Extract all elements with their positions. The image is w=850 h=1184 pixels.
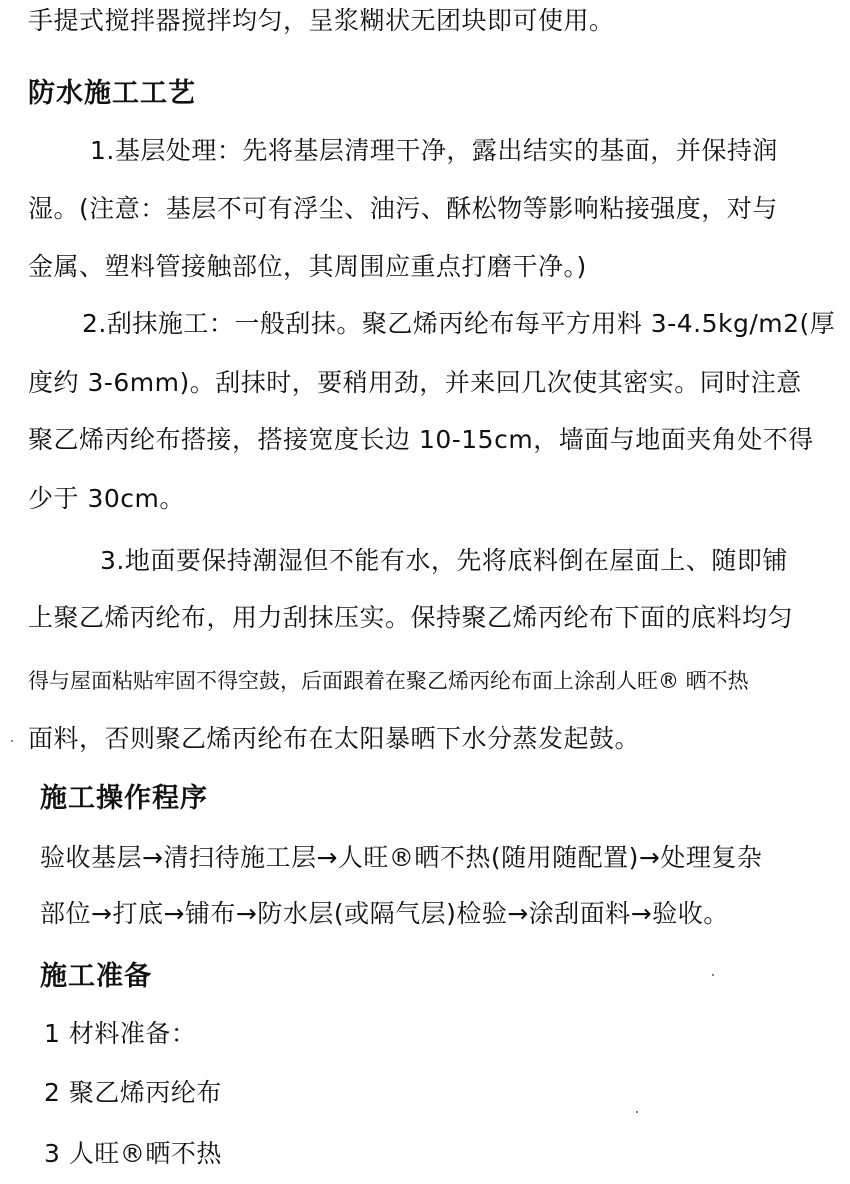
step3-text-line: 上聚乙烯丙纶布，用力刮抹压实。保持聚乙烯丙纶布下面的底料均匀 — [28, 603, 794, 632]
prep-list-item: 3 人旺®晒不热 — [44, 1139, 222, 1168]
step2-text-line: 2.刮抹施工：一般刮抹。聚乙烯丙纶布每平方用料 3-4.5kg/m2(厚 — [82, 309, 836, 338]
prep-list-item: 1 材料准备： — [44, 1019, 197, 1048]
step2-text-line: 少于 30cm。 — [28, 484, 185, 513]
step3-text-line: 3.地面要保持潮湿但不能有水，先将底料倒在屋面上、随即铺 — [100, 546, 788, 575]
step1-text-line: 湿。(注意：基层不可有浮尘、油污、酥松物等影响粘接强度，对与 — [28, 194, 778, 223]
section-heading-procedure: 施工操作程序 — [40, 783, 208, 814]
section-heading-preparation: 施工准备 — [40, 961, 152, 992]
step1-text-line: 1.基层处理：先将基层清理干净，露出结实的基面，并保持润 — [90, 136, 778, 165]
step3-text-line: 面料，否则聚乙烯丙纶布在太阳暴晒下水分蒸发起鼓。 — [28, 724, 641, 753]
step2-text-line: 度约 3-6mm)。刮抹时，要稍用劲，并来回几次使其密实。同时注意 — [28, 368, 802, 397]
scan-speck — [712, 974, 714, 976]
intro-text-line: 手提式搅拌器搅拌均匀，呈浆糊状无团块即可使用。 — [28, 6, 615, 35]
step1-text-line: 金属、塑料管接触部位，其周围应重点打磨干净。) — [28, 252, 587, 281]
section-heading-waterproof-process: 防水施工工艺 — [28, 78, 196, 109]
scan-speck — [11, 740, 13, 742]
prep-list-item: 2 聚乙烯丙纶布 — [44, 1078, 222, 1107]
procedure-text-line: 验收基层→清扫待施工层→人旺®晒不热(随用随配置)→处理复杂 — [40, 843, 763, 872]
scan-speck — [636, 1111, 638, 1113]
step3-text-line: 得与屋面粘贴牢固不得空鼓，后面跟着在聚乙烯丙纶布面上涂刮人旺® 晒不热 — [28, 669, 749, 693]
procedure-text-line: 部位→打底→铺布→防水层(或隔气层)检验→涂刮面料→验收。 — [40, 899, 729, 928]
step2-text-line: 聚乙烯丙纶布搭接，搭接宽度长边 10-15cm，墙面与地面夹角处不得 — [28, 425, 814, 454]
